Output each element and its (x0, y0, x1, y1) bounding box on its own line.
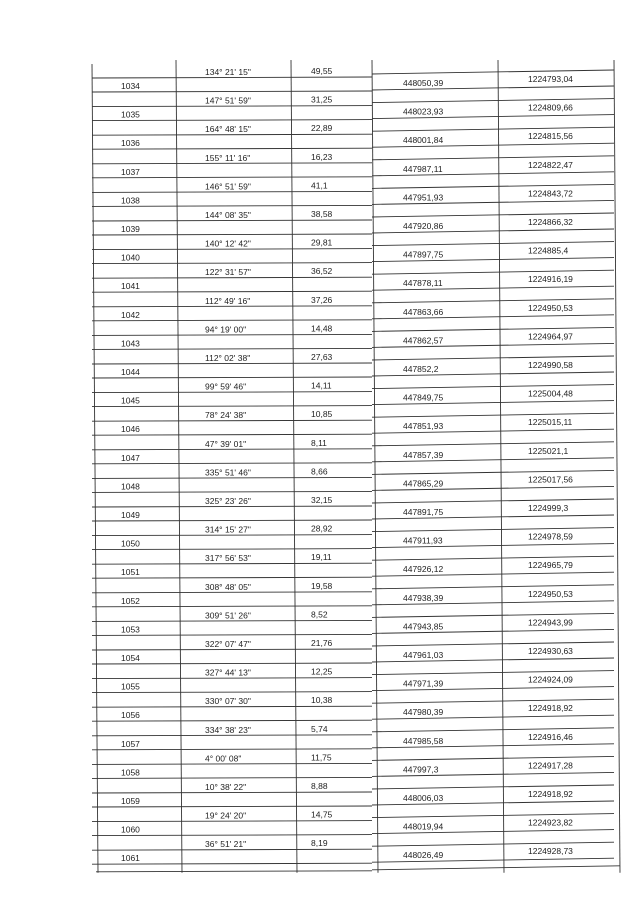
row-rule-left-upper (92, 706, 372, 707)
distance-value: 11,75 (311, 752, 332, 763)
coordinate-x: 448026,49 (403, 850, 444, 861)
coordinate-y: 1224928,73 (528, 846, 573, 857)
row-rule-left-upper (92, 106, 372, 107)
distance-value: 19,58 (311, 580, 333, 591)
row-rule-right-upper (372, 528, 614, 532)
coordinate-y: 1224793,04 (528, 74, 573, 84)
row-rule-left-upper (92, 506, 372, 507)
point-number: 1052 (121, 595, 140, 606)
point-number: 1036 (121, 138, 140, 149)
table-bottom-rule-right (372, 866, 620, 870)
row-rule-left-lower (92, 348, 372, 349)
distance-value: 22,89 (311, 123, 333, 134)
row-rule-left-lower (92, 463, 372, 464)
row-rule-left-upper (92, 592, 372, 593)
coordinate-x: 447985,58 (403, 735, 444, 746)
point-number: 1042 (121, 309, 140, 320)
row-rule-left-lower (92, 520, 372, 521)
point-number: 1034 (121, 81, 140, 91)
coordinate-x: 447920,86 (403, 221, 444, 231)
bearing-value: 334° 38' 23" (205, 724, 251, 735)
row-rule-left-lower (92, 120, 372, 121)
coordinate-y: 1224923,82 (528, 817, 573, 828)
row-rule-left-upper (92, 363, 372, 364)
row-rule-right-upper (372, 270, 614, 274)
coordinate-x: 447971,39 (403, 678, 444, 689)
distance-value: 28,92 (311, 523, 333, 534)
coordinate-x: 447849,75 (403, 392, 444, 403)
coordinate-y: 1224950,53 (528, 588, 573, 599)
distance-value: 36,52 (311, 266, 333, 277)
row-rule-left-lower (92, 320, 372, 321)
coordinate-y: 1224916,46 (528, 731, 573, 742)
distance-value: 8,88 (311, 781, 328, 791)
coordinate-y: 1224918,92 (528, 703, 573, 714)
distance-value: 10,85 (311, 409, 333, 420)
distance-value: 29,81 (311, 237, 333, 248)
coordinate-y: 1224964,97 (528, 331, 573, 342)
coordinate-x: 447926,12 (403, 564, 444, 575)
row-rule-left-upper (92, 821, 372, 822)
row-rule-left-upper (92, 334, 372, 335)
row-rule-right-upper (372, 470, 614, 474)
coordinate-y: 1224822,47 (528, 159, 573, 170)
row-rule-left-upper (92, 763, 372, 764)
row-rule-left-upper (92, 477, 372, 478)
coordinate-x: 447851,93 (403, 421, 444, 432)
row-rule-right-upper (372, 785, 614, 789)
row-rule-left-lower (92, 434, 372, 435)
bearing-value: 94° 19' 00" (205, 324, 247, 335)
row-rule-left-upper (92, 649, 372, 650)
coordinate-x: 447863,66 (403, 306, 444, 317)
coordinate-x: 447852,2 (403, 364, 439, 374)
point-number: 1041 (121, 281, 140, 292)
row-rule-right-upper (372, 556, 614, 560)
coordinate-y: 1224990,58 (528, 360, 573, 370)
bearing-value: 78° 24' 38" (205, 410, 247, 421)
bearing-value: 144° 08' 35" (205, 210, 251, 220)
coordinate-x: 447862,57 (403, 335, 444, 346)
bearing-value: 317° 56' 53" (205, 553, 251, 564)
column-rule (498, 60, 504, 873)
bearing-value: 122° 31' 57" (205, 267, 251, 278)
row-rule-left-upper (92, 849, 372, 850)
point-number: 1046 (121, 424, 140, 435)
bearing-value: 112° 49' 16" (205, 295, 251, 306)
row-rule-left-upper (92, 792, 372, 793)
distance-value: 49,55 (311, 66, 333, 76)
row-rule-left-lower (92, 606, 372, 607)
row-rule-right-upper (372, 299, 614, 303)
row-rule-left-upper (92, 134, 372, 135)
point-number: 1054 (121, 653, 140, 663)
coordinate-x: 447951,93 (403, 192, 444, 203)
distance-value: 41,1 (311, 180, 328, 191)
distance-value: 8,11 (311, 437, 327, 448)
row-rule-right-upper (372, 385, 614, 389)
distance-value: 31,25 (311, 94, 333, 105)
bearing-value: 308° 48' 05" (205, 581, 251, 592)
distance-value: 14,75 (311, 809, 333, 820)
row-rule-right-upper (372, 70, 614, 74)
row-rule-left-upper (92, 420, 372, 421)
point-number: 1044 (121, 367, 140, 377)
bearing-value: 47° 39' 01" (205, 438, 247, 449)
point-number: 1057 (121, 738, 140, 749)
point-number: 1040 (121, 252, 140, 263)
row-rule-left-lower (92, 234, 372, 235)
point-number: 1037 (121, 166, 140, 177)
bearing-value: 164° 48' 15" (205, 124, 251, 135)
column-rule (176, 60, 182, 873)
row-rule-left-lower (92, 720, 372, 721)
row-rule-left-lower (92, 377, 372, 378)
row-rule-right-upper (372, 613, 614, 617)
row-rule-left-upper (92, 191, 372, 192)
row-rule-right-upper (372, 327, 614, 331)
row-rule-left-lower (92, 749, 372, 750)
distance-value: 38,58 (311, 209, 333, 219)
distance-value: 19,11 (311, 552, 332, 563)
coordinate-x: 448019,94 (403, 821, 444, 832)
row-rule-left-lower (92, 205, 372, 206)
row-rule-left-upper (92, 563, 372, 564)
row-rule-left-upper (92, 220, 372, 221)
bearing-value: 134° 21' 15" (205, 67, 251, 77)
row-rule-left-upper (92, 449, 372, 450)
coordinate-y: 1224916,19 (528, 274, 573, 285)
row-rule-right-upper (372, 242, 614, 246)
row-rule-left-lower (92, 491, 372, 492)
row-rule-left-lower (92, 634, 372, 635)
bearing-value: 36° 51' 21" (205, 839, 247, 850)
distance-value: 8,19 (311, 838, 328, 849)
bearing-value: 314° 15' 27" (205, 524, 251, 535)
column-rule (614, 60, 620, 873)
row-rule-right-upper (372, 699, 614, 703)
row-rule-right-upper (372, 756, 614, 760)
row-rule-left-upper (92, 535, 372, 536)
row-rule-left-upper (92, 620, 372, 621)
coordinate-x: 447980,39 (403, 707, 444, 718)
row-rule-left-lower (92, 806, 372, 807)
point-number: 1050 (121, 538, 140, 549)
row-rule-right-upper (372, 842, 614, 846)
coordinate-y: 1224809,66 (528, 102, 573, 113)
coordinate-x: 447997,3 (403, 764, 439, 775)
coordinate-y: 1224950,53 (528, 302, 573, 313)
coordinate-y: 1224866,32 (528, 217, 573, 227)
bearing-value: 309° 51' 26" (205, 610, 251, 621)
row-rule-right-upper (372, 585, 614, 589)
coordinate-x: 447865,29 (403, 478, 444, 489)
distance-value: 16,23 (311, 151, 333, 162)
coordinate-y: 1225015,11 (528, 417, 573, 428)
row-rule-right-upper (372, 356, 614, 360)
point-number: 1053 (121, 624, 140, 635)
coordinate-x: 447857,39 (403, 449, 444, 460)
distance-value: 10,38 (311, 695, 333, 706)
bearing-value: 155° 11' 16" (205, 152, 251, 163)
row-rule-left-upper (92, 249, 372, 250)
bearing-value: 146° 51' 59" (205, 181, 251, 192)
distance-value: 5,74 (311, 723, 328, 734)
row-rule-left-upper (92, 163, 372, 164)
point-number: 1059 (121, 796, 140, 806)
coordinate-y: 1224978,59 (528, 531, 573, 542)
coordinate-x: 447938,39 (403, 592, 444, 603)
row-rule-right-upper (372, 499, 614, 503)
point-number: 1061 (121, 853, 140, 864)
row-rule-left-lower (92, 406, 372, 407)
row-rule-right-upper (372, 671, 614, 675)
table-bottom-rule-left (96, 871, 372, 872)
point-number: 1049 (121, 510, 140, 520)
row-rule-right-upper (372, 213, 614, 217)
point-number: 1039 (121, 224, 140, 234)
coordinate-x: 448050,39 (403, 78, 444, 88)
row-rule-left-lower (92, 263, 372, 264)
row-rule-left-lower (92, 291, 372, 292)
distance-value: 14,48 (311, 323, 333, 334)
row-rule-left-lower (92, 692, 372, 693)
point-number: 1051 (121, 567, 140, 578)
coordinate-y: 1224917,28 (528, 760, 573, 771)
point-number: 1048 (121, 481, 140, 492)
point-number: 1055 (121, 681, 140, 692)
row-rule-left-lower (92, 91, 372, 92)
coordinate-x: 447987,11 (403, 163, 443, 174)
coordinate-y: 1224999,3 (528, 503, 569, 513)
distance-value: 21,76 (311, 638, 333, 648)
row-rule-left-lower (92, 549, 372, 550)
distance-value: 8,66 (311, 466, 328, 477)
coordinate-x: 447897,75 (403, 249, 444, 260)
row-rule-left-upper (92, 392, 372, 393)
point-number: 1035 (121, 109, 140, 120)
bearing-value: 330° 07' 30" (205, 696, 251, 707)
column-rule (372, 60, 378, 873)
coordinate-x: 448023,93 (403, 106, 444, 117)
coordinate-y: 1224918,92 (528, 789, 573, 799)
row-rule-left-lower (92, 835, 372, 836)
bearing-value: 322° 07' 47" (205, 639, 251, 649)
coordinate-x: 447878,11 (403, 278, 443, 289)
coordinate-x: 447911,93 (403, 535, 443, 546)
coordinate-x: 447943,85 (403, 621, 444, 632)
row-rule-right-upper (372, 184, 614, 188)
row-rule-left-lower (92, 177, 372, 178)
coordinate-x: 447891,75 (403, 507, 444, 517)
row-rule-left-upper (92, 277, 372, 278)
bearing-value: 147° 51' 59" (205, 95, 251, 106)
row-rule-right-upper (372, 728, 614, 732)
coordinate-x: 448006,03 (403, 793, 444, 803)
row-rule-left-upper (92, 77, 372, 78)
row-rule-right-upper (372, 814, 614, 818)
row-rule-right-upper (372, 413, 614, 417)
row-rule-left-lower (92, 777, 372, 778)
coordinate-y: 1224930,63 (528, 646, 573, 656)
bearing-value: 99° 59' 46" (205, 381, 247, 392)
coordinate-y: 1224843,72 (528, 188, 573, 199)
bearing-value: 10° 38' 22" (205, 782, 247, 792)
distance-value: 8,52 (311, 609, 328, 620)
distance-value: 12,25 (311, 666, 333, 677)
point-number: 1047 (121, 452, 140, 463)
coordinate-y: 1224815,56 (528, 131, 573, 142)
row-rule-left-upper (92, 306, 372, 307)
row-rule-right-upper (372, 99, 614, 103)
point-number: 1038 (121, 195, 140, 206)
row-rule-right-upper (372, 156, 614, 160)
row-rule-left-upper (92, 678, 372, 679)
bearing-value: 335° 51' 46" (205, 467, 251, 478)
coordinate-y: 1225004,48 (528, 388, 573, 399)
row-rule-left-lower (92, 577, 372, 578)
bearing-value: 325° 23' 26" (205, 496, 251, 506)
coordinate-y: 1224943,99 (528, 617, 573, 628)
bearing-value: 140° 12' 42" (205, 238, 251, 249)
distance-value: 27,63 (311, 352, 333, 362)
column-rule (92, 64, 98, 873)
row-rule-left-lower (92, 863, 372, 864)
distance-value: 32,15 (311, 495, 333, 505)
column-rule (291, 60, 297, 873)
coordinate-x: 447961,03 (403, 650, 444, 660)
point-number: 1043 (121, 338, 140, 349)
distance-value: 37,26 (311, 294, 333, 305)
row-rule-left-lower (92, 148, 372, 149)
point-number: 1045 (121, 395, 140, 406)
row-rule-right-upper (372, 442, 614, 446)
bearing-value: 327° 44' 13" (205, 667, 251, 678)
bearing-value: 19° 24' 20" (205, 810, 247, 821)
row-rule-right-upper (372, 127, 614, 131)
distance-value: 14,11 (311, 380, 332, 391)
row-rule-left-lower (92, 663, 372, 664)
coordinate-x: 448001,84 (403, 135, 444, 146)
coordinate-y: 1224965,79 (528, 560, 573, 571)
coordinate-y: 1225017,56 (528, 474, 573, 485)
coordinate-y: 1225021,1 (528, 445, 569, 456)
point-number: 1058 (121, 767, 140, 778)
row-rule-left-upper (92, 735, 372, 736)
bearing-value: 4° 00' 08" (205, 753, 242, 764)
row-rule-right-upper (372, 642, 614, 646)
coordinate-y: 1224885,4 (528, 245, 569, 256)
point-number: 1056 (121, 710, 140, 721)
point-number: 1060 (121, 824, 140, 835)
bearing-value: 112° 02' 38" (205, 353, 251, 363)
coordinate-y: 1224924,09 (528, 674, 573, 685)
